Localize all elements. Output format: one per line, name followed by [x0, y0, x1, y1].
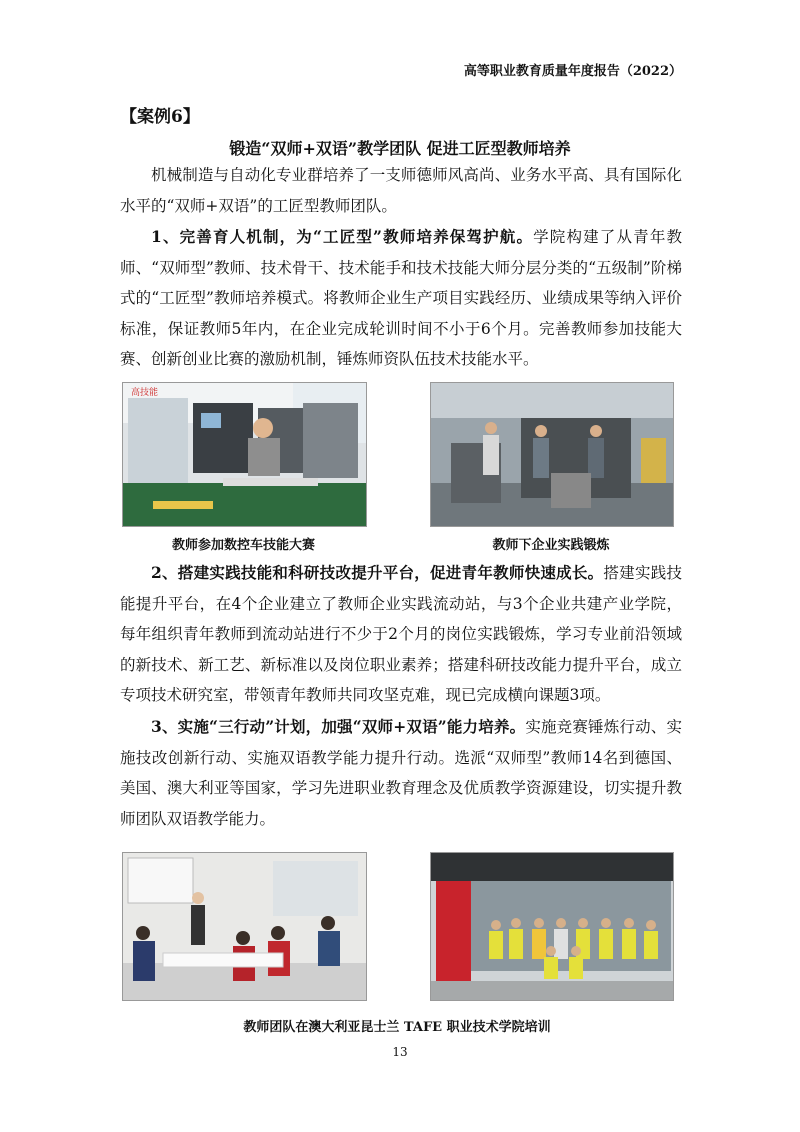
case-title: 锻造“双师+双语”教学团队 促进工匠型教师培养: [229, 139, 571, 158]
cnc-competition-image: [123, 383, 366, 526]
photo2-caption: 教师下企业实践锻炼: [492, 538, 610, 553]
page-number: 13: [392, 1045, 408, 1059]
section2-heading: 2、搭建实践技能和科研技改提升平台，促进青年教师快速成长。: [151, 563, 604, 582]
tafe-group-image: [431, 853, 673, 1000]
bottom-caption: 教师团队在澳大利亚昆士兰 TAFE 职业技术学院培训: [243, 1020, 551, 1035]
photo-cnc-competition: [122, 382, 367, 527]
section2-paragraph: [120, 558, 682, 711]
photo1-caption: 教师参加数控车技能大赛: [171, 538, 315, 553]
section1-heading: 1、完善育人机制，为“工匠型”教师培养保驾护航。: [151, 227, 534, 246]
photo-enterprise-practice: [430, 382, 674, 527]
photo-classroom-training: [122, 852, 367, 1001]
intro-paragraph: [120, 160, 682, 221]
sign-text: 高技能: [131, 388, 159, 398]
classroom-training-image: [123, 853, 366, 1000]
section1-text: 学院构建了从青年教师、“双师型”教师、技术骨干、技术能手和技术技能大师分层分类的“五级制”阶梯式的“工匠型”教师培养模式。将教师企业生产项目实践经历、业绩成果等纳入评价标准，保证教师5年内，在企业完成轮训时间不小于6个月。完善教师参加技能大赛、创新创业比赛的激励机制，锤炼师资队伍技术技能水平。: [120, 228, 682, 368]
section2-text: 搭建实践技能提升平台，在4个企业建立了教师企业实践流动站，与3个企业共建产业学院，每年组织青年教师到流动站进行不少于2个月的岗位实践锻炼，学习专业前沿领域的新技术、新工艺、新标准以及岗位职业素养；搭建科研技改能力提升平台，成立专项技术研究室，带领青年教师共同攻坚克难，现已完成横向课题3项。: [120, 564, 682, 704]
case-label: 【案例6】: [120, 107, 200, 127]
enterprise-practice-image: [431, 383, 673, 526]
section3-paragraph: [120, 712, 682, 834]
photo-tafe-group: [430, 852, 674, 1001]
section3-heading: 3、实施“三行动”计划，加强“双师+双语”能力培养。: [151, 717, 526, 736]
section3-text: 实施竞赛锤炼行动、实施技改创新行动、实施双语教学能力提升行动。选派“双师型”教师14名到德国、美国、澳大利亚等国家，学习先进职业教育理念及优质教学资源建设，切实提升教师团队双语教学能力。: [120, 718, 682, 828]
intro-text: 机械制造与自动化专业群培养了一支师德师风高尚、业务水平高、具有国际化水平的“双师+双语”的工匠型教师团队。: [120, 166, 682, 215]
page-header: 高等职业教育质量年度报告（2022）: [463, 64, 682, 79]
section1-paragraph: [120, 222, 682, 375]
